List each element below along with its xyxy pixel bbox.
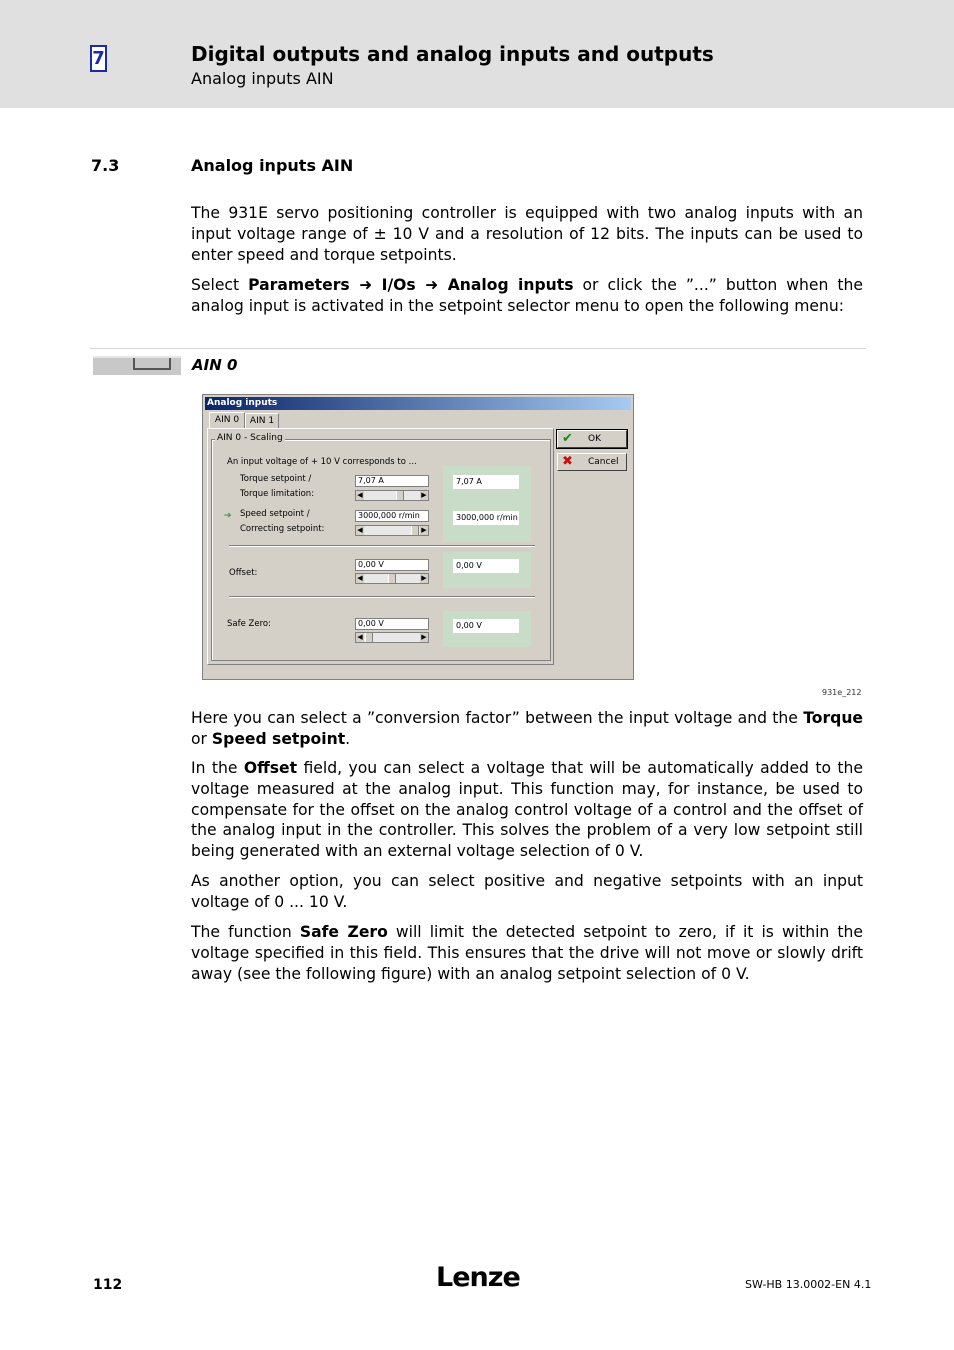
tab-ain-1[interactable]: AIN 1: [245, 413, 279, 428]
safe-zero-input[interactable]: 0,00 V: [355, 618, 429, 630]
figure-marker-icon: [93, 356, 181, 375]
correcting-setpoint-label: Correcting setpoint:: [240, 524, 325, 534]
torque-slider[interactable]: [355, 490, 429, 501]
ok-label: OK: [588, 434, 601, 444]
path-arrow-1: ➜: [349, 276, 382, 294]
figure-title: AIN 0: [192, 356, 238, 374]
active-arrow-icon: ➔: [224, 511, 232, 521]
slider-right-icon[interactable]: ▶: [421, 574, 427, 582]
torque-input[interactable]: 7,07 A: [355, 475, 429, 487]
tab-ain-0[interactable]: AIN 0: [209, 412, 245, 428]
text-span: or click the ”...” button when the analog input is activated in the setpoint selector menu to open the following menu:: [191, 276, 863, 315]
safe-zero-paragraph: [191, 922, 863, 984]
scaling-caption: An input voltage of + 10 V corresponds to ...: [227, 457, 417, 467]
menu-path-paragraph: [191, 275, 863, 317]
slider-left-icon[interactable]: ◀: [357, 526, 363, 534]
slider-thumb[interactable]: [396, 491, 404, 500]
option-paragraph: As another option, you can select positive and negative setpoints with an input voltage of 0 ... 10 V.: [191, 872, 863, 911]
figure-code: 931e_212: [822, 688, 862, 697]
torque-limitation-label: Torque limitation:: [240, 489, 315, 499]
chapter-title: Digital outputs and analog inputs and outputs: [191, 42, 714, 66]
offset-paragraph: [191, 758, 863, 862]
text-span: .: [345, 729, 351, 748]
offset-input[interactable]: 0,00 V: [355, 559, 429, 571]
torque-setpoint-label: Torque setpoint /: [240, 474, 312, 484]
text-span: Here you can select a ”conversion factor” between the input voltage and the: [191, 709, 804, 727]
text-span: In the: [191, 759, 244, 777]
lenze-logo: Lenze: [436, 1262, 520, 1293]
slider-left-icon[interactable]: ◀: [357, 633, 363, 641]
offset-display: 0,00 V: [453, 559, 519, 573]
analog-inputs-dialog: [202, 394, 634, 680]
safe-zero-label: Safe Zero:: [227, 619, 271, 629]
speed-input[interactable]: 3000,000 r/min: [355, 510, 429, 522]
dialog-titlebar: Analog inputs: [205, 397, 631, 410]
separator: [229, 596, 535, 598]
cancel-label: Cancel: [588, 457, 619, 467]
scaling-group-label: AIN 0 - Scaling: [217, 433, 283, 443]
document-id: SW-HB 13.0002-EN 4.1: [745, 1278, 872, 1291]
slider-left-icon[interactable]: ◀: [357, 574, 363, 582]
checkmark-icon: ✔: [562, 431, 573, 446]
section-number: 7.3: [91, 156, 120, 175]
slider-thumb[interactable]: [365, 633, 373, 642]
path-ios: I/Os: [381, 276, 416, 294]
text-span: field, you can select a voltage that will be automatically added to the voltage measured at the analog input. This function may, for instance, be used to compensate for the offset on the analog control voltage of a control and the offset of the analog input in the controller. This solves the problem of a very low setpoint still being generated with an external voltage selection of 0 V.: [191, 759, 863, 861]
path-analog-inputs: Analog inputs: [447, 276, 574, 294]
figure-divider: [90, 348, 866, 349]
cancel-button[interactable]: [557, 453, 627, 471]
ok-button[interactable]: [557, 430, 627, 448]
speed-slider[interactable]: [355, 525, 429, 536]
offset-label: Offset:: [229, 568, 258, 578]
conversion-paragraph: [191, 708, 863, 750]
offset-slider[interactable]: [355, 573, 429, 584]
text-span: will limit the detected setpoint to zero, if it is within the voltage specified in this field. This ensures that the drive will not move or slowly drift away (see the following figure) with an analog setpoint selection of 0 V.: [191, 923, 863, 983]
text-span: Select: [191, 276, 249, 294]
bold-safe-zero: Safe Zero: [299, 923, 388, 941]
speed-setpoint-label: Speed setpoint /: [240, 509, 310, 519]
slider-right-icon[interactable]: ▶: [421, 526, 427, 534]
page-number: 112: [93, 1277, 123, 1293]
path-parameters: Parameters: [248, 276, 350, 294]
slider-left-icon[interactable]: ◀: [357, 491, 363, 499]
safe-zero-display: 0,00 V: [453, 619, 519, 633]
intro-paragraph: The 931E servo positioning controller is equipped with two analog inputs with an input voltage range of ± 10 V and a resolution of 12 bits. The inputs can be used to enter speed and torque setpoints.: [191, 204, 863, 264]
bold-offset: Offset: [243, 759, 298, 777]
chapter-number[interactable]: 7: [90, 45, 107, 72]
text-span: or: [191, 729, 212, 748]
bold-speed-setpoint: Speed setpoint: [211, 729, 346, 748]
slider-right-icon[interactable]: ▶: [421, 633, 427, 641]
slider-thumb[interactable]: [388, 574, 396, 583]
section-title: Analog inputs AIN: [191, 156, 354, 175]
text-span: The function: [191, 923, 300, 941]
slider-thumb[interactable]: [411, 526, 419, 535]
cross-icon: ✖: [562, 454, 573, 469]
slider-right-icon[interactable]: ▶: [421, 491, 427, 499]
separator: [229, 545, 535, 547]
speed-display: 3000,000 r/min: [453, 511, 519, 525]
bold-torque: Torque: [803, 709, 863, 727]
torque-display: 7,07 A: [453, 475, 519, 489]
chapter-subtitle: Analog inputs AIN: [191, 69, 334, 88]
path-arrow-2: ➜: [415, 276, 448, 294]
safe-zero-slider[interactable]: [355, 632, 429, 643]
